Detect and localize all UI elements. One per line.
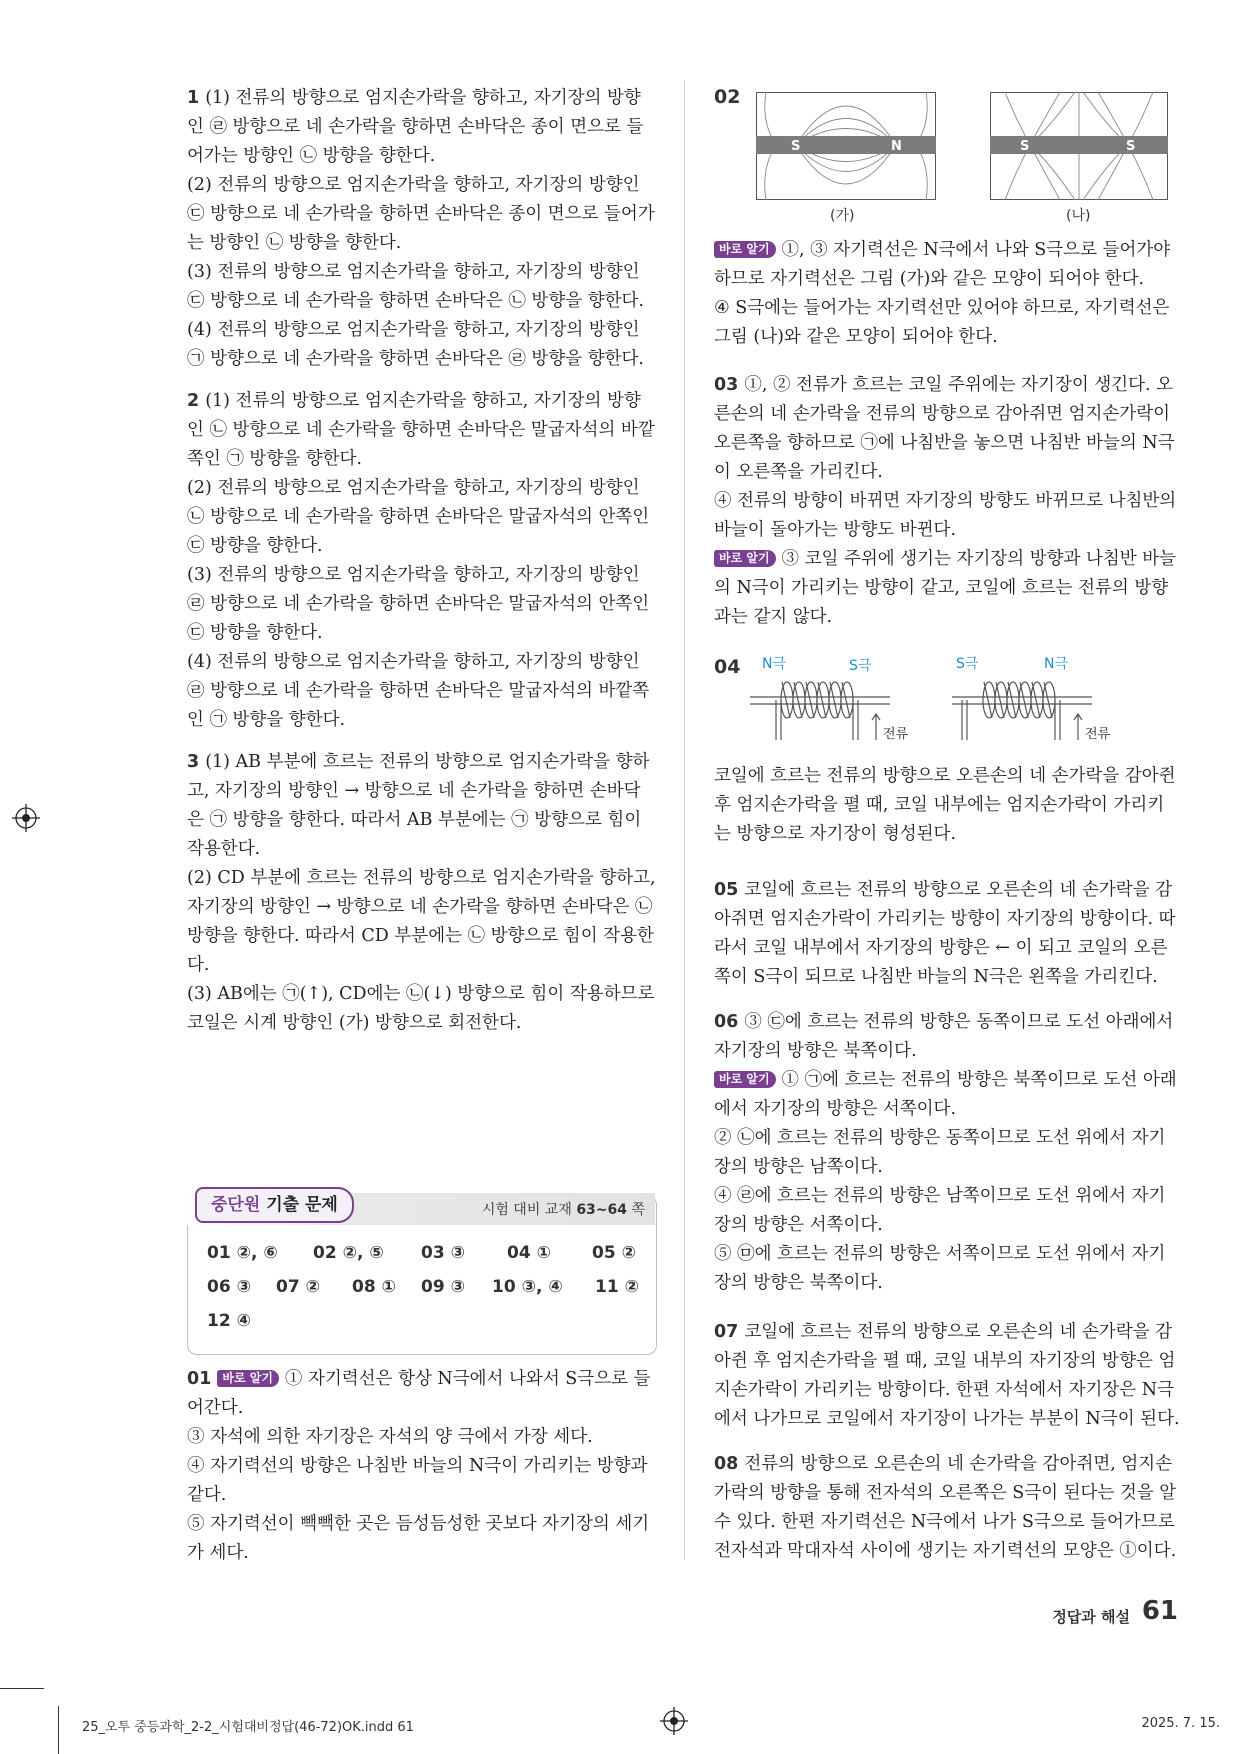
- answer-line: 전류의 방향으로 오른손의 네 손가락을 감아쥐면, 엄지손가락의 방향을 통해 전자석의 오른쪽은 S극이 된다는 것을 알 수 있다. 한편 자기력선은 N극에서 나가 S극으로 들어가므로 전자석과 막대자석 사이에 생기는 자기력선의 모양은 ①이다.: [714, 1454, 1177, 1561]
- answer-08: [714, 1450, 1180, 1566]
- answer-04-text: [714, 762, 1180, 849]
- page-number: 61: [1141, 1596, 1178, 1626]
- summary-answer: 05 ②: [592, 1243, 636, 1263]
- answer-05: [714, 876, 1180, 992]
- magnet-pole-label: S: [1126, 139, 1136, 154]
- registration-mark-icon: [12, 804, 40, 832]
- answer-line: ④ 자기력선의 방향은 나침반 바늘의 N극이 가리키는 방향과 같다.: [187, 1456, 648, 1505]
- magnet-pole-label: S: [1020, 139, 1030, 154]
- file-name: 25_오투 중등과학_2-2_시험대비정답(46-72)OK.indd 61: [82, 1720, 414, 1735]
- figure-caption: (나): [1066, 208, 1091, 224]
- answer-line: ① ㉠에 흐르는 전류의 방향은 북쪽이므로 도선 아래에서 자기장의 방향은 서쪽이다.: [714, 1070, 1177, 1119]
- print-date: 2025. 7. 15.: [1141, 1716, 1220, 1731]
- answer-07: [714, 1318, 1180, 1434]
- correction-badge: 바로 알기: [714, 241, 776, 258]
- answer-3: [187, 748, 657, 1038]
- answer-line: ④ S극에는 들어가는 자기력선만 있어야 하므로, 자기력선은 그림 (나)와 같은 모양이 되어야 한다.: [714, 298, 1170, 347]
- question-number: 02: [714, 86, 741, 108]
- current-label: 전류: [1085, 727, 1111, 742]
- left-column: [187, 84, 657, 1051]
- answer-02-text: [714, 236, 1180, 352]
- magnet-pole-label: N: [891, 139, 902, 154]
- column-divider: [684, 80, 685, 1560]
- question-number: 06: [714, 1012, 739, 1032]
- current-label: 전류: [883, 727, 909, 742]
- answer-line: ①, ② 전류가 흐르는 코일 주위에는 자기장이 생긴다. 오른손의 네 손가락을 전류의 방향으로 감아쥐면 엄지손가락이 오른쪽을 향하므로 ㉠에 나침반을 놓으면 나침반 바늘의 N극이 오른쪽을 가리킨다.: [714, 375, 1175, 482]
- question-number: 08: [714, 1454, 739, 1474]
- textbook-reference: 시험 대비 교재 63~64 쪽: [481, 1202, 645, 1218]
- answer-line: (4) 전류의 방향으로 엄지손가락을 향하고, 자기장의 방향인 ㉣ 방향으로 네 손가락을 향하면 손바닥은 말굽자석의 바깥쪽인 ㉠ 방향을 향한다.: [187, 652, 650, 730]
- coil-figure-a: [750, 652, 920, 744]
- coil-pole-label: N극: [762, 656, 786, 672]
- answer-line: (3) 전류의 방향으로 엄지손가락을 향하고, 자기장의 방향인 ㉢ 방향으로 네 손가락을 향하면 손바닥은 ㉡ 방향을 향한다.: [187, 262, 644, 311]
- answer-line: ② ㉡에 흐르는 전류의 방향은 동쪽이므로 도선 위에서 자기장의 방향은 남쪽이다.: [714, 1128, 1166, 1177]
- answer-line: ③ 자석에 의한 자기장은 자석의 양 극에서 가장 세다.: [187, 1427, 593, 1447]
- question-number: 05: [714, 880, 739, 900]
- crop-mark: [58, 1706, 59, 1754]
- answer-line: (1) 전류의 방향으로 엄지손가락을 향하고, 자기장의 방향인 ㉣ 방향으로 네 손가락을 향하면 손바닥은 종이 면으로 들어가는 방향인 ㉡ 방향을 향한다.: [187, 88, 644, 166]
- answer-line: (2) CD 부분에 흐르는 전류의 방향으로 엄지손가락을 향하고, 자기장의 방향인 → 방향으로 네 손가락을 향하면 손바닥은 ㉡ 방향을 향한다. 따라서 CD 부분에는 ㉡ 방향으로 힘이 작용한다.: [187, 868, 656, 975]
- answer-line: ③ 코일 주위에 생기는 자기장의 방향과 나침반 바늘의 N극이 가리키는 방향이 같고, 코일에 흐르는 전류의 방향과는 같지 않다.: [714, 549, 1177, 627]
- answer-line: ① 자기력선은 항상 N극에서 나와서 S극으로 들어간다.: [187, 1369, 651, 1418]
- question-number: 2: [187, 391, 200, 411]
- summary-title: 중단원 기출 문제: [195, 1187, 354, 1223]
- answer-2: [187, 387, 657, 735]
- answer-line: ④ 전류의 방향이 바뀌면 자기장의 방향도 바뀌므로 나침반의 바늘이 돌아가는 방향도 바뀐다.: [714, 491, 1177, 540]
- summary-header: [187, 1193, 655, 1225]
- answer-01: [187, 1365, 657, 1568]
- question-number: 03: [714, 375, 739, 395]
- summary-answer: 07 ②: [276, 1277, 320, 1297]
- question-number: 3: [187, 752, 200, 772]
- coil-pole-label: S극: [849, 658, 872, 674]
- figure-caption: (가): [830, 208, 855, 224]
- coil-pole-label: S극: [956, 656, 979, 672]
- answer-line: (2) 전류의 방향으로 엄지손가락을 향하고, 자기장의 방향인 ㉢ 방향으로 네 손가락을 향하면 손바닥은 종이 면으로 들어가는 방향인 ㉡ 방향을 향한다.: [187, 175, 655, 253]
- summary-answer: 11 ②: [595, 1277, 639, 1297]
- answer-03: [714, 371, 1180, 632]
- answer-line: 코일에 흐르는 전류의 방향으로 오른손의 네 손가락을 감아쥔 후 엄지손가락을 펼 때, 코일 내부에는 엄지손가락이 가리키는 방향으로 자기장이 형성된다.: [714, 766, 1176, 844]
- question-number: 07: [714, 1322, 739, 1342]
- answer-line: (3) 전류의 방향으로 엄지손가락을 향하고, 자기장의 방향인 ㉣ 방향으로 네 손가락을 향하면 손바닥은 말굽자석의 안쪽인 ㉢ 방향을 향한다.: [187, 565, 650, 643]
- summary-answer: 01 ②, ⑥: [207, 1243, 278, 1263]
- answer-line: 코일에 흐르는 전류의 방향으로 오른손의 네 손가락을 감아쥐면 엄지손가락이 가리키는 방향이 자기장의 방향이다. 따라서 코일 내부에서 자기장의 방향은 ← 이 되고 코일의 오른쪽이 S극이 되므로 나침반 바늘의 N극은 왼쪽을 가리킨다.: [714, 880, 1176, 987]
- question-number: 04: [714, 656, 741, 678]
- correction-badge: 바로 알기: [714, 550, 776, 567]
- correction-badge: 바로 알기: [714, 1071, 776, 1088]
- section-title: 정답과 해설: [1052, 1608, 1130, 1626]
- answer-line: (4) 전류의 방향으로 엄지손가락을 향하고, 자기장의 방향인 ㉠ 방향으로 네 손가락을 향하면 손바닥은 ㉣ 방향을 향한다.: [187, 320, 644, 369]
- correction-badge: 바로 알기: [217, 1370, 279, 1387]
- summary-answer: 06 ③: [207, 1277, 251, 1297]
- summary-answer: 04 ①: [507, 1243, 551, 1263]
- question-number: 01: [187, 1369, 212, 1389]
- summary-answer: 09 ③: [421, 1277, 465, 1297]
- answer-line: (1) AB 부분에 흐르는 전류의 방향으로 엄지손가락을 향하고, 자기장의 방향인 → 방향으로 네 손가락을 향하면 손바닥은 ㉠ 방향을 향한다. 따라서 AB 부분에는 ㉠ 방향으로 힘이 작용한다.: [187, 752, 650, 859]
- magnet-field-figure-a: [756, 92, 936, 200]
- answer-1: [187, 84, 657, 374]
- summary-answer: 12 ④: [207, 1311, 251, 1331]
- coil-figure-b: [952, 652, 1122, 744]
- answer-line: 코일에 흐르는 전류의 방향으로 오른손의 네 손가락을 감아쥔 후 엄지손가락을 펼 때, 코일 내부의 자기장의 방향은 엄지손가락이 가리키는 방향이다. 한편 자석에서 자기장은 N극에서 나가므로 코일에서 자기장이 나가는 부분이 N극이 된다.: [714, 1322, 1180, 1429]
- answer-06: [714, 1008, 1180, 1298]
- answer-line: (2) 전류의 방향으로 엄지손가락을 향하고, 자기장의 방향인 ㉡ 방향으로 네 손가락을 향하면 손바닥은 말굽자석의 안쪽인 ㉢ 방향을 향한다.: [187, 478, 650, 556]
- summary-answer: 02 ②, ⑤: [313, 1243, 384, 1263]
- answer-line: ④ ㉣에 흐르는 전류의 방향은 남쪽이므로 도선 위에서 자기장의 방향은 서쪽이다.: [714, 1186, 1166, 1235]
- answer-line: ①, ③ 자기력선은 N극에서 나와 S극으로 들어가야 하므로 자기력선은 그림 (가)와 같은 모양이 되어야 한다.: [714, 240, 1171, 289]
- magnet-field-figure-b: [990, 92, 1168, 200]
- question-number: 1: [187, 88, 200, 108]
- magnet-pole-label: S: [791, 139, 801, 154]
- coil-pole-label: N극: [1044, 656, 1068, 672]
- answer-line: ⑤ ㉤에 흐르는 전류의 방향은 서쪽이므로 도선 위에서 자기장의 방향은 북쪽이다.: [714, 1244, 1166, 1293]
- answer-line: (3) AB에는 ㉠(↑), CD에는 ㉡(↓) 방향으로 힘이 작용하므로 코일은 시계 방향인 (가) 방향으로 회전한다.: [187, 984, 655, 1033]
- summary-answer: 03 ③: [421, 1243, 465, 1263]
- answer-line: ⑤ 자기력선이 빽빽한 곳은 듬성듬성한 곳보다 자기장의 세기가 세다.: [187, 1514, 650, 1563]
- answer-line: (1) 전류의 방향으로 엄지손가락을 향하고, 자기장의 방향인 ㉡ 방향으로 네 손가락을 향하면 손바닥은 말굽자석의 바깥쪽인 ㉠ 방향을 향한다.: [187, 391, 655, 469]
- registration-mark-icon: [660, 1707, 688, 1735]
- answer-line: ③ ㉢에 흐르는 전류의 방향은 동쪽이므로 도선 아래에서 자기장의 방향은 북쪽이다.: [714, 1012, 1174, 1061]
- crop-mark: [0, 1688, 44, 1689]
- summary-answer: 08 ①: [352, 1277, 396, 1297]
- summary-answer: 10 ③, ④: [492, 1277, 563, 1297]
